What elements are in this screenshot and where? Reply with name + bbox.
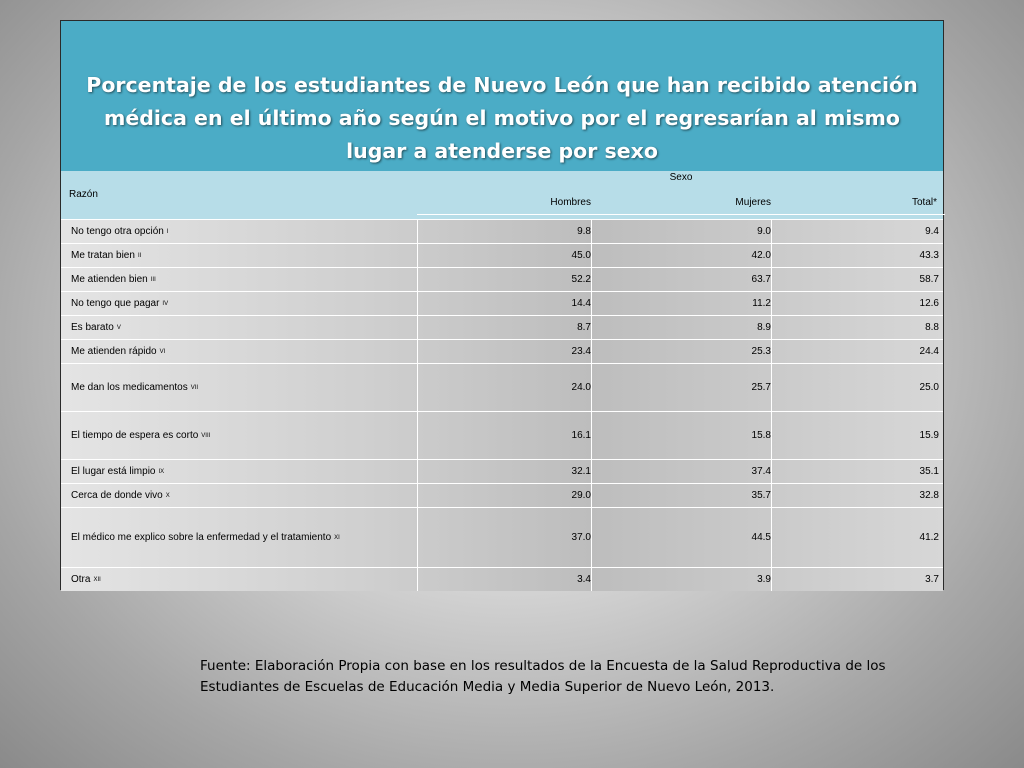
table-row	[61, 267, 943, 291]
cell-total: 43.3	[771, 244, 945, 267]
data-table	[60, 20, 944, 590]
row-label: No tengo que pagar IV	[71, 298, 169, 309]
row-label: Me dan los medicamentos VII	[71, 382, 199, 393]
source-note: Fuente: Elaboración Propia con base en los resultados de la Encuesta de la Salud Reproductiva de los Estudiantes de Escuelas de Educación Media y Media Superior de Nuevo León, 2013.	[200, 658, 886, 695]
row-label: Me tratan bien II	[71, 250, 142, 261]
row-note: X	[165, 492, 170, 499]
cell-mujeres: 42.0	[591, 244, 771, 267]
row-note: IX	[158, 468, 165, 475]
cell-hombres: 23.4	[417, 340, 591, 363]
cell-total: 9.4	[771, 220, 945, 243]
table-row	[61, 219, 943, 243]
table-row	[61, 507, 943, 567]
row-label: Es barato V	[71, 322, 121, 333]
table-row	[61, 483, 943, 507]
row-label: Me atienden bien III	[71, 274, 156, 285]
table-row	[61, 315, 943, 339]
row-note: II	[137, 252, 142, 259]
cell-total: 3.7	[771, 568, 945, 591]
cell-mujeres: 63.7	[591, 268, 771, 291]
cell-mujeres: 37.4	[591, 460, 771, 483]
row-note: VII	[190, 384, 199, 391]
row-note: VI	[159, 348, 166, 355]
row-note: IV	[162, 300, 169, 307]
cell-total: 8.8	[771, 316, 945, 339]
cell-mujeres: 11.2	[591, 292, 771, 315]
row-label: Cerca de donde vivo X	[71, 490, 170, 501]
row-note: III	[150, 276, 156, 283]
header-sexo: Sexo	[669, 172, 693, 183]
cell-total: 32.8	[771, 484, 945, 507]
cell-hombres: 9.8	[417, 220, 591, 243]
row-note: VIII	[201, 432, 211, 439]
table-row	[61, 363, 943, 411]
table-title: Porcentaje de los estudiantes de Nuevo León que han recibido atención médica en el último año según el motivo por el regresarían al mismo lugar a atenderse por sexo	[86, 73, 918, 163]
header-hombres: Hombres	[550, 197, 591, 208]
row-label: No tengo otra opción I	[71, 226, 169, 237]
table-row	[61, 459, 943, 483]
cell-total: 58.7	[771, 268, 945, 291]
cell-hombres: 52.2	[417, 268, 591, 291]
cell-mujeres: 25.7	[591, 364, 771, 411]
cell-hombres: 45.0	[417, 244, 591, 267]
table-row	[61, 243, 943, 267]
cell-hombres: 29.0	[417, 484, 591, 507]
cell-mujeres: 8.9	[591, 316, 771, 339]
table-row	[61, 411, 943, 459]
cell-total: 25.0	[771, 364, 945, 411]
cell-total: 41.2	[771, 508, 945, 567]
cell-hombres: 24.0	[417, 364, 591, 411]
row-label: Otra XII	[71, 574, 101, 585]
table-row	[61, 339, 943, 363]
cell-hombres: 32.1	[417, 460, 591, 483]
cell-total: 24.4	[771, 340, 945, 363]
cell-hombres: 14.4	[417, 292, 591, 315]
cell-mujeres: 44.5	[591, 508, 771, 567]
header-razon: Razón	[69, 189, 98, 200]
row-note: XI	[334, 534, 340, 541]
row-label: Me atienden rápido VI	[71, 346, 166, 357]
cell-mujeres: 9.0	[591, 220, 771, 243]
cell-total: 12.6	[771, 292, 945, 315]
cell-total: 15.9	[771, 412, 945, 459]
row-note: XII	[93, 576, 101, 583]
table-row	[61, 567, 943, 591]
table-body	[61, 219, 943, 591]
row-label: El tiempo de espera es corto VIII	[71, 430, 211, 441]
row-note: V	[116, 324, 121, 331]
cell-hombres: 16.1	[417, 412, 591, 459]
cell-total: 35.1	[771, 460, 945, 483]
row-label: El lugar está limpio IX	[71, 466, 165, 477]
row-note: I	[166, 228, 169, 235]
cell-mujeres: 3.9	[591, 568, 771, 591]
cell-mujeres: 15.8	[591, 412, 771, 459]
cell-mujeres: 25.3	[591, 340, 771, 363]
header-mujeres: Mujeres	[735, 197, 771, 208]
cell-hombres: 37.0	[417, 508, 591, 567]
cell-mujeres: 35.7	[591, 484, 771, 507]
header-separator	[417, 214, 945, 215]
cell-hombres: 8.7	[417, 316, 591, 339]
cell-hombres: 3.4	[417, 568, 591, 591]
row-label: El médico me explico sobre la enfermedad y el tratamiento XI	[71, 532, 340, 543]
header-total: Total*	[911, 197, 937, 208]
table-row	[61, 291, 943, 315]
